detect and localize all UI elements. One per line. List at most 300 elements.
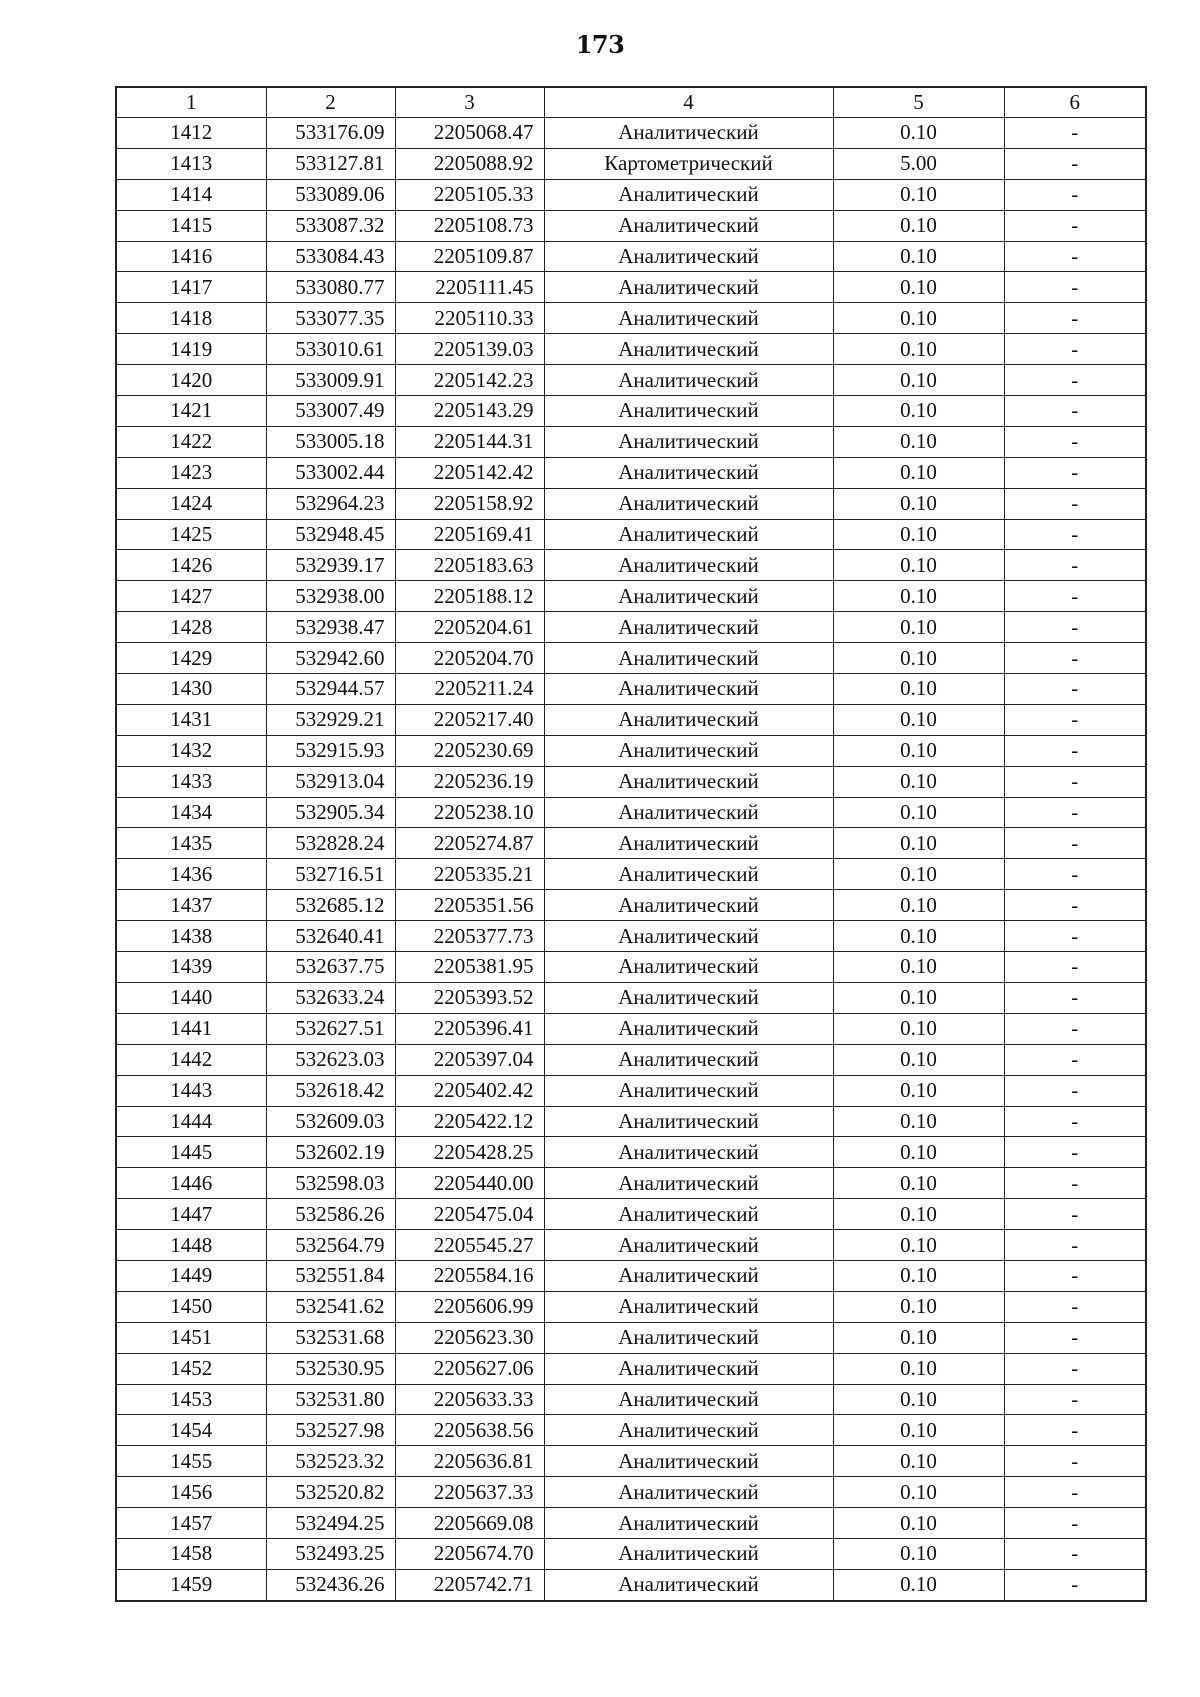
table-row: [116, 303, 1146, 334]
y-coordinate-cell: 2205238.10: [395, 797, 544, 828]
y-coordinate-cell: 2205440.00: [395, 1168, 544, 1199]
method-cell: Картометрический: [544, 148, 833, 179]
table-row: [116, 1569, 1146, 1600]
table-row: [116, 612, 1146, 643]
method-cell: Аналитический: [544, 1199, 833, 1230]
table-row: [116, 952, 1146, 983]
y-coordinate-cell: 2205422.12: [395, 1106, 544, 1137]
table-row: [116, 1260, 1146, 1291]
method-cell: Аналитический: [544, 1044, 833, 1075]
table-row: [116, 1137, 1146, 1168]
point-number-cell: 1420: [116, 365, 266, 396]
note-cell: -: [1004, 612, 1146, 643]
note-cell: -: [1004, 1415, 1146, 1446]
x-coordinate-cell: 533007.49: [266, 396, 395, 427]
y-coordinate-cell: 2205274.87: [395, 828, 544, 859]
point-number-cell: 1439: [116, 952, 266, 983]
table-row: [116, 179, 1146, 210]
table-row: [116, 272, 1146, 303]
y-coordinate-cell: 2205623.30: [395, 1322, 544, 1353]
note-cell: -: [1004, 643, 1146, 674]
x-coordinate-cell: 532828.24: [266, 828, 395, 859]
point-number-cell: 1441: [116, 1013, 266, 1044]
point-number-cell: 1419: [116, 334, 266, 365]
y-coordinate-cell: 2205335.21: [395, 859, 544, 890]
accuracy-cell: 0.10: [833, 1353, 1004, 1384]
table-row: [116, 704, 1146, 735]
column-header-4: 4: [544, 87, 833, 118]
note-cell: -: [1004, 1446, 1146, 1477]
note-cell: -: [1004, 766, 1146, 797]
note-cell: -: [1004, 952, 1146, 983]
accuracy-cell: 0.10: [833, 241, 1004, 272]
point-number-cell: 1443: [116, 1075, 266, 1106]
column-header-6: 6: [1004, 87, 1146, 118]
point-number-cell: 1421: [116, 396, 266, 427]
y-coordinate-cell: 2205217.40: [395, 704, 544, 735]
method-cell: Аналитический: [544, 334, 833, 365]
note-cell: -: [1004, 1199, 1146, 1230]
point-number-cell: 1433: [116, 766, 266, 797]
method-cell: Аналитический: [544, 921, 833, 952]
point-number-cell: 1450: [116, 1291, 266, 1322]
accuracy-cell: 0.10: [833, 1508, 1004, 1539]
point-number-cell: 1435: [116, 828, 266, 859]
method-cell: Аналитический: [544, 426, 833, 457]
y-coordinate-cell: 2205142.42: [395, 457, 544, 488]
y-coordinate-cell: 2205584.16: [395, 1260, 544, 1291]
table-row: [116, 1075, 1146, 1106]
accuracy-cell: 0.10: [833, 674, 1004, 705]
x-coordinate-cell: 532627.51: [266, 1013, 395, 1044]
point-number-cell: 1415: [116, 210, 266, 241]
note-cell: -: [1004, 210, 1146, 241]
table-row: [116, 210, 1146, 241]
x-coordinate-cell: 533009.91: [266, 365, 395, 396]
method-cell: Аналитический: [544, 272, 833, 303]
note-cell: -: [1004, 426, 1146, 457]
point-number-cell: 1453: [116, 1384, 266, 1415]
y-coordinate-cell: 2205110.33: [395, 303, 544, 334]
table-row: [116, 674, 1146, 705]
x-coordinate-cell: 532520.82: [266, 1477, 395, 1508]
y-coordinate-cell: 2205108.73: [395, 210, 544, 241]
page-number: 173: [575, 30, 625, 59]
note-cell: -: [1004, 1260, 1146, 1291]
accuracy-cell: 0.10: [833, 1477, 1004, 1508]
accuracy-cell: 0.10: [833, 1260, 1004, 1291]
table-row: [116, 118, 1146, 149]
table-row: [116, 1168, 1146, 1199]
note-cell: -: [1004, 982, 1146, 1013]
y-coordinate-cell: 2205111.45: [395, 272, 544, 303]
x-coordinate-cell: 532436.26: [266, 1569, 395, 1600]
point-number-cell: 1444: [116, 1106, 266, 1137]
x-coordinate-cell: 533084.43: [266, 241, 395, 272]
x-coordinate-cell: 533077.35: [266, 303, 395, 334]
method-cell: Аналитический: [544, 241, 833, 272]
table-row: [116, 921, 1146, 952]
method-cell: Аналитический: [544, 1508, 833, 1539]
y-coordinate-cell: 2205142.23: [395, 365, 544, 396]
column-header-2: 2: [266, 87, 395, 118]
accuracy-cell: 0.10: [833, 1075, 1004, 1106]
note-cell: -: [1004, 921, 1146, 952]
y-coordinate-cell: 2205475.04: [395, 1199, 544, 1230]
y-coordinate-cell: 2205627.06: [395, 1353, 544, 1384]
method-cell: Аналитический: [544, 1384, 833, 1415]
point-number-cell: 1434: [116, 797, 266, 828]
accuracy-cell: 0.10: [833, 643, 1004, 674]
table-row: [116, 457, 1146, 488]
table-row: [116, 581, 1146, 612]
note-cell: -: [1004, 179, 1146, 210]
y-coordinate-cell: 2205169.41: [395, 519, 544, 550]
y-coordinate-cell: 2205377.73: [395, 921, 544, 952]
point-number-cell: 1442: [116, 1044, 266, 1075]
table-row: [116, 735, 1146, 766]
accuracy-cell: 0.10: [833, 1230, 1004, 1261]
accuracy-cell: 0.10: [833, 1322, 1004, 1353]
method-cell: Аналитический: [544, 303, 833, 334]
x-coordinate-cell: 532598.03: [266, 1168, 395, 1199]
point-number-cell: 1437: [116, 890, 266, 921]
y-coordinate-cell: 2205351.56: [395, 890, 544, 921]
accuracy-cell: 0.10: [833, 1137, 1004, 1168]
accuracy-cell: 0.10: [833, 365, 1004, 396]
point-number-cell: 1428: [116, 612, 266, 643]
point-number-cell: 1438: [116, 921, 266, 952]
point-number-cell: 1459: [116, 1569, 266, 1600]
x-coordinate-cell: 532586.26: [266, 1199, 395, 1230]
y-coordinate-cell: 2205636.81: [395, 1446, 544, 1477]
point-number-cell: 1446: [116, 1168, 266, 1199]
table-row: [116, 148, 1146, 179]
note-cell: -: [1004, 272, 1146, 303]
note-cell: -: [1004, 828, 1146, 859]
table-row: [116, 1446, 1146, 1477]
method-cell: Аналитический: [544, 1168, 833, 1199]
accuracy-cell: 0.10: [833, 426, 1004, 457]
y-coordinate-cell: 2205230.69: [395, 735, 544, 766]
method-cell: Аналитический: [544, 1415, 833, 1446]
x-coordinate-cell: 533087.32: [266, 210, 395, 241]
accuracy-cell: 0.10: [833, 1384, 1004, 1415]
method-cell: Аналитический: [544, 1322, 833, 1353]
method-cell: Аналитический: [544, 118, 833, 149]
y-coordinate-cell: 2205143.29: [395, 396, 544, 427]
method-cell: Аналитический: [544, 550, 833, 581]
x-coordinate-cell: 532531.80: [266, 1384, 395, 1415]
note-cell: -: [1004, 1569, 1146, 1600]
x-coordinate-cell: 532633.24: [266, 982, 395, 1013]
y-coordinate-cell: 2205183.63: [395, 550, 544, 581]
method-cell: Аналитический: [544, 735, 833, 766]
method-cell: Аналитический: [544, 396, 833, 427]
table-row: [116, 1477, 1146, 1508]
method-cell: Аналитический: [544, 952, 833, 983]
point-number-cell: 1458: [116, 1538, 266, 1569]
x-coordinate-cell: 533005.18: [266, 426, 395, 457]
point-number-cell: 1429: [116, 643, 266, 674]
accuracy-cell: 0.10: [833, 859, 1004, 890]
note-cell: -: [1004, 581, 1146, 612]
point-number-cell: 1436: [116, 859, 266, 890]
accuracy-cell: 0.10: [833, 1106, 1004, 1137]
note-cell: -: [1004, 674, 1146, 705]
method-cell: Аналитический: [544, 1291, 833, 1322]
point-number-cell: 1430: [116, 674, 266, 705]
method-cell: Аналитический: [544, 1538, 833, 1569]
y-coordinate-cell: 2205393.52: [395, 982, 544, 1013]
method-cell: Аналитический: [544, 210, 833, 241]
x-coordinate-cell: 532523.32: [266, 1446, 395, 1477]
y-coordinate-cell: 2205109.87: [395, 241, 544, 272]
table-row: [116, 241, 1146, 272]
note-cell: -: [1004, 303, 1146, 334]
point-number-cell: 1414: [116, 179, 266, 210]
note-cell: -: [1004, 704, 1146, 735]
method-cell: Аналитический: [544, 643, 833, 674]
x-coordinate-cell: 533089.06: [266, 179, 395, 210]
note-cell: -: [1004, 859, 1146, 890]
note-cell: -: [1004, 1168, 1146, 1199]
note-cell: -: [1004, 1384, 1146, 1415]
x-coordinate-cell: 532609.03: [266, 1106, 395, 1137]
method-cell: Аналитический: [544, 1260, 833, 1291]
note-cell: -: [1004, 1291, 1146, 1322]
point-number-cell: 1440: [116, 982, 266, 1013]
note-cell: -: [1004, 1106, 1146, 1137]
table-row: [116, 1106, 1146, 1137]
method-cell: Аналитический: [544, 1137, 833, 1168]
accuracy-cell: 0.10: [833, 1168, 1004, 1199]
accuracy-cell: 0.10: [833, 210, 1004, 241]
y-coordinate-cell: 2205638.56: [395, 1415, 544, 1446]
x-coordinate-cell: 532527.98: [266, 1415, 395, 1446]
x-coordinate-cell: 532964.23: [266, 488, 395, 519]
y-coordinate-cell: 2205381.95: [395, 952, 544, 983]
x-coordinate-cell: 532494.25: [266, 1508, 395, 1539]
point-number-cell: 1427: [116, 581, 266, 612]
point-number-cell: 1454: [116, 1415, 266, 1446]
x-coordinate-cell: 532564.79: [266, 1230, 395, 1261]
method-cell: Аналитический: [544, 488, 833, 519]
y-coordinate-cell: 2205139.03: [395, 334, 544, 365]
method-cell: Аналитический: [544, 612, 833, 643]
note-cell: -: [1004, 1044, 1146, 1075]
table-header: [116, 87, 1146, 118]
table-row: [116, 1013, 1146, 1044]
point-number-cell: 1425: [116, 519, 266, 550]
x-coordinate-cell: 533080.77: [266, 272, 395, 303]
accuracy-cell: 0.10: [833, 519, 1004, 550]
y-coordinate-cell: 2205188.12: [395, 581, 544, 612]
table-row: [116, 426, 1146, 457]
table-row: [116, 982, 1146, 1013]
y-coordinate-cell: 2205606.99: [395, 1291, 544, 1322]
note-cell: -: [1004, 396, 1146, 427]
point-number-cell: 1431: [116, 704, 266, 735]
x-coordinate-cell: 532929.21: [266, 704, 395, 735]
y-coordinate-cell: 2205669.08: [395, 1508, 544, 1539]
table-row: [116, 890, 1146, 921]
y-coordinate-cell: 2205204.61: [395, 612, 544, 643]
accuracy-cell: 0.10: [833, 797, 1004, 828]
table-row: [116, 519, 1146, 550]
x-coordinate-cell: 533010.61: [266, 334, 395, 365]
method-cell: Аналитический: [544, 1446, 833, 1477]
point-number-cell: 1457: [116, 1508, 266, 1539]
y-coordinate-cell: 2205428.25: [395, 1137, 544, 1168]
note-cell: -: [1004, 1538, 1146, 1569]
table-row: [116, 550, 1146, 581]
x-coordinate-cell: 532938.47: [266, 612, 395, 643]
point-number-cell: 1445: [116, 1137, 266, 1168]
table-row: [116, 365, 1146, 396]
accuracy-cell: 0.10: [833, 550, 1004, 581]
x-coordinate-cell: 533176.09: [266, 118, 395, 149]
method-cell: Аналитический: [544, 1013, 833, 1044]
y-coordinate-cell: 2205105.33: [395, 179, 544, 210]
note-cell: -: [1004, 488, 1146, 519]
x-coordinate-cell: 533127.81: [266, 148, 395, 179]
y-coordinate-cell: 2205402.42: [395, 1075, 544, 1106]
table-row: [116, 1538, 1146, 1569]
table-row: [116, 488, 1146, 519]
note-cell: -: [1004, 1075, 1146, 1106]
note-cell: -: [1004, 1322, 1146, 1353]
x-coordinate-cell: 532716.51: [266, 859, 395, 890]
accuracy-cell: 0.10: [833, 1538, 1004, 1569]
x-coordinate-cell: 532531.68: [266, 1322, 395, 1353]
table-row: [116, 828, 1146, 859]
method-cell: Аналитический: [544, 674, 833, 705]
coordinates-table: [115, 86, 1147, 1602]
column-header-3: 3: [395, 87, 544, 118]
x-coordinate-cell: 532685.12: [266, 890, 395, 921]
y-coordinate-cell: 2205068.47: [395, 118, 544, 149]
y-coordinate-cell: 2205204.70: [395, 643, 544, 674]
table-row: [116, 643, 1146, 674]
point-number-cell: 1418: [116, 303, 266, 334]
y-coordinate-cell: 2205742.71: [395, 1569, 544, 1600]
table-row: [116, 1322, 1146, 1353]
table-row: [116, 396, 1146, 427]
point-number-cell: 1447: [116, 1199, 266, 1230]
method-cell: Аналитический: [544, 1353, 833, 1384]
method-cell: Аналитический: [544, 828, 833, 859]
x-coordinate-cell: 532541.62: [266, 1291, 395, 1322]
table-body: [116, 118, 1146, 1601]
point-number-cell: 1452: [116, 1353, 266, 1384]
method-cell: Аналитический: [544, 704, 833, 735]
table-row: [116, 334, 1146, 365]
point-number-cell: 1423: [116, 457, 266, 488]
accuracy-cell: 0.10: [833, 1446, 1004, 1477]
point-number-cell: 1413: [116, 148, 266, 179]
point-number-cell: 1449: [116, 1260, 266, 1291]
point-number-cell: 1448: [116, 1230, 266, 1261]
point-number-cell: 1455: [116, 1446, 266, 1477]
accuracy-cell: 0.10: [833, 612, 1004, 643]
y-coordinate-cell: 2205637.33: [395, 1477, 544, 1508]
header-row: [116, 87, 1146, 118]
table-row: [116, 1384, 1146, 1415]
accuracy-cell: 0.10: [833, 921, 1004, 952]
accuracy-cell: 0.10: [833, 1291, 1004, 1322]
y-coordinate-cell: 2205396.41: [395, 1013, 544, 1044]
accuracy-cell: 0.10: [833, 118, 1004, 149]
method-cell: Аналитический: [544, 581, 833, 612]
note-cell: -: [1004, 1230, 1146, 1261]
x-coordinate-cell: 532915.93: [266, 735, 395, 766]
note-cell: -: [1004, 550, 1146, 581]
point-number-cell: 1417: [116, 272, 266, 303]
x-coordinate-cell: 532493.25: [266, 1538, 395, 1569]
y-coordinate-cell: 2205144.31: [395, 426, 544, 457]
y-coordinate-cell: 2205211.24: [395, 674, 544, 705]
x-coordinate-cell: 532905.34: [266, 797, 395, 828]
y-coordinate-cell: 2205236.19: [395, 766, 544, 797]
note-cell: -: [1004, 1137, 1146, 1168]
note-cell: -: [1004, 1013, 1146, 1044]
table-row: [116, 1508, 1146, 1539]
accuracy-cell: 0.10: [833, 179, 1004, 210]
accuracy-cell: 0.10: [833, 334, 1004, 365]
accuracy-cell: 0.10: [833, 396, 1004, 427]
accuracy-cell: 0.10: [833, 457, 1004, 488]
x-coordinate-cell: 532602.19: [266, 1137, 395, 1168]
method-cell: Аналитический: [544, 1569, 833, 1600]
table-row: [116, 1199, 1146, 1230]
method-cell: Аналитический: [544, 179, 833, 210]
x-coordinate-cell: 533002.44: [266, 457, 395, 488]
accuracy-cell: 0.10: [833, 1013, 1004, 1044]
point-number-cell: 1451: [116, 1322, 266, 1353]
accuracy-cell: 0.10: [833, 1199, 1004, 1230]
y-coordinate-cell: 2205158.92: [395, 488, 544, 519]
method-cell: Аналитический: [544, 859, 833, 890]
y-coordinate-cell: 2205674.70: [395, 1538, 544, 1569]
x-coordinate-cell: 532551.84: [266, 1260, 395, 1291]
table-row: [116, 797, 1146, 828]
y-coordinate-cell: 2205633.33: [395, 1384, 544, 1415]
note-cell: -: [1004, 890, 1146, 921]
method-cell: Аналитический: [544, 1230, 833, 1261]
note-cell: -: [1004, 457, 1146, 488]
note-cell: -: [1004, 735, 1146, 766]
point-number-cell: 1416: [116, 241, 266, 272]
accuracy-cell: 0.10: [833, 1569, 1004, 1600]
x-coordinate-cell: 532640.41: [266, 921, 395, 952]
table-row: [116, 1415, 1146, 1446]
x-coordinate-cell: 532948.45: [266, 519, 395, 550]
x-coordinate-cell: 532530.95: [266, 1353, 395, 1384]
note-cell: -: [1004, 1353, 1146, 1384]
method-cell: Аналитический: [544, 457, 833, 488]
method-cell: Аналитический: [544, 1075, 833, 1106]
x-coordinate-cell: 532618.42: [266, 1075, 395, 1106]
method-cell: Аналитический: [544, 1477, 833, 1508]
note-cell: -: [1004, 365, 1146, 396]
accuracy-cell: 0.10: [833, 272, 1004, 303]
point-number-cell: 1432: [116, 735, 266, 766]
note-cell: -: [1004, 241, 1146, 272]
x-coordinate-cell: 532942.60: [266, 643, 395, 674]
y-coordinate-cell: 2205545.27: [395, 1230, 544, 1261]
accuracy-cell: 0.10: [833, 982, 1004, 1013]
